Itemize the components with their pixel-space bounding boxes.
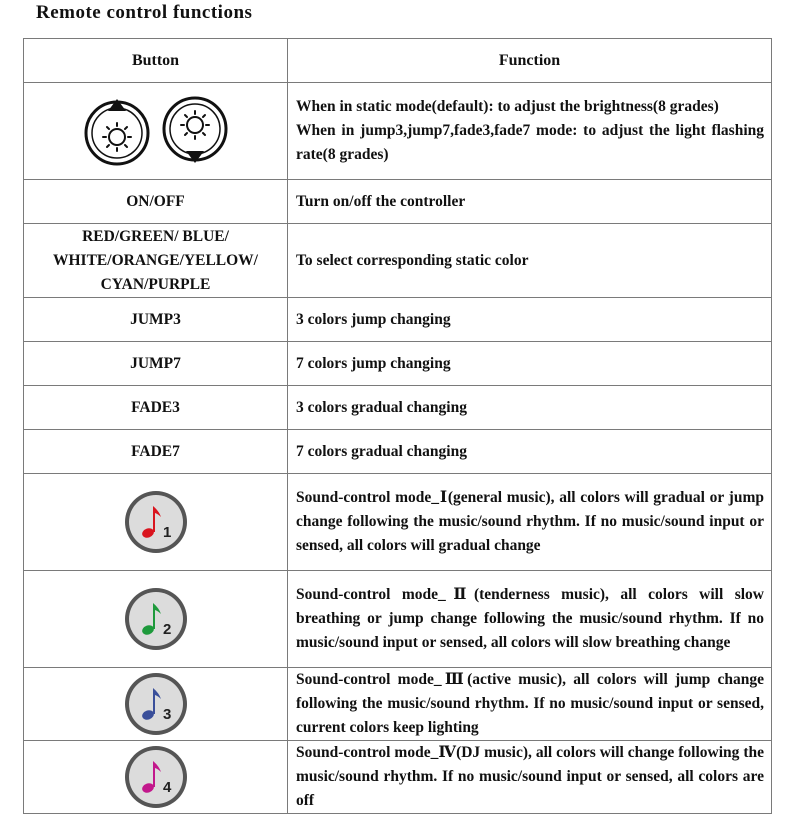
table-row <box>24 298 772 342</box>
function-cell: Sound-control mode_Ⅱ(tenderness music), all colors will slow breathing or jump change following the music/sound rhythm. If no music/sound input or sensed, all colors will slow breathing change <box>288 571 772 668</box>
table-row <box>24 571 772 668</box>
function-cell: To select corresponding static color <box>288 224 772 298</box>
function-cell: 3 colors gradual changing <box>288 386 772 430</box>
table-row <box>24 224 772 298</box>
mode-number: 2 <box>162 621 171 638</box>
button-cell <box>24 224 288 298</box>
button-cell: ON/OFF <box>24 180 288 224</box>
page-title: Remote control functions <box>36 2 253 23</box>
music-note-1-icon <box>123 489 189 555</box>
button-cell: FADE7 <box>24 430 288 474</box>
function-cell: 7 colors jump changing <box>288 342 772 386</box>
table-row <box>24 668 772 741</box>
table-row <box>24 474 772 571</box>
button-cell <box>24 741 288 814</box>
button-cell <box>24 571 288 668</box>
function-cell <box>288 83 772 180</box>
function-cell: Sound-control mode_Ⅳ(DJ music), all colors will change following the music/sound rhythm. If no music/sound input or sensed, all colors are off <box>288 741 772 814</box>
mode-number: 1 <box>162 524 171 541</box>
music-note-3-icon <box>123 671 189 737</box>
button-cell <box>24 668 288 741</box>
mode-number: 3 <box>162 706 171 723</box>
remote-functions-table <box>23 38 772 814</box>
brightness-down-icon <box>160 94 230 168</box>
brightness-buttons-cell <box>24 83 288 180</box>
table-header-row <box>24 39 772 83</box>
header-function: Function <box>288 39 772 83</box>
button-line: CYAN/PURPLE <box>100 275 211 293</box>
button-cell: JUMP7 <box>24 342 288 386</box>
table-row <box>24 386 772 430</box>
function-cell: Sound-control mode_Ⅰ(general music), all colors will gradual or jump change following the music/sound rhythm. If no music/sound input or sensed, all colors will gradual change <box>288 474 772 571</box>
brightness-up-icon <box>82 94 152 168</box>
function-line: When in jump3,jump7,fade3,fade7 mode: to adjust the light flashing rate(8 grades) <box>296 122 764 163</box>
button-line: WHITE/ORANGE/YELLOW/ <box>53 251 258 269</box>
music-note-2-icon <box>123 586 189 652</box>
function-cell: Turn on/off the controller <box>288 180 772 224</box>
table-row <box>24 342 772 386</box>
table-row <box>24 180 772 224</box>
button-line: RED/GREEN/ BLUE/ <box>82 227 229 245</box>
table-row <box>24 83 772 180</box>
button-cell: FADE3 <box>24 386 288 430</box>
music-note-4-icon <box>123 744 189 810</box>
button-cell <box>24 474 288 571</box>
mode-number: 4 <box>162 779 171 796</box>
header-button: Button <box>24 39 288 83</box>
function-line: When in static mode(default): to adjust the brightness(8 grades) <box>296 98 719 115</box>
button-cell: JUMP3 <box>24 298 288 342</box>
table-row <box>24 741 772 814</box>
function-cell: 7 colors gradual changing <box>288 430 772 474</box>
table-row <box>24 430 772 474</box>
function-cell: 3 colors jump changing <box>288 298 772 342</box>
function-cell: Sound-control mode_Ⅲ(active music), all colors will jump change following the music/sound rhythm. If no music/sound input or sensed, current colors keep lighting <box>288 668 772 741</box>
